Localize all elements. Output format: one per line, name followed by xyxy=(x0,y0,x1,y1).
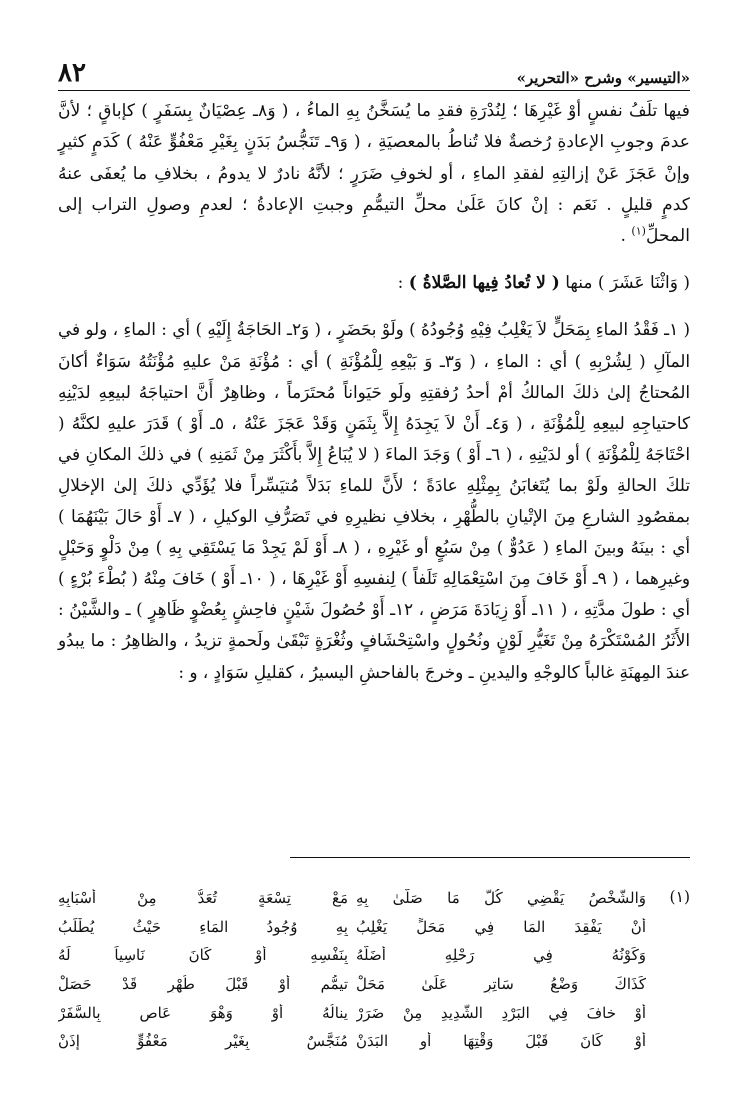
paragraph-2: ( ١ـ فَقْدُ الماءِ بِمَحَلٍّ لاَ يَغْلِبُ فِيْهِ وُجُودُهُ ) ولَوْ بحَضَرٍ ، ( وَ٢ـ الحَاجَةُ إِلَيْهِ ) أي : الماءِ ، ولو في المآلِ ( لِشُرْبِهِ ) أي : الماءِ ، ( وَ٣ـ وَ بَيْعِهِ لِلْمُؤْنَةِ ) أي : مُؤْنَةِ مَنْ عليهِ مُؤْنَتُهُ سَوَاءٌ أكانَ المُحتاجُ إلىٰ ذلكَ المالكُ أمْ أحدُ رُفقتِهِ ولَو حَيَواناً مُحتَرَماً ، وظاهِرٌ أَنَّ احتياجَهُ لبيعِهِ لدَيْنِهِ كاحتياجِهِ لبيعِهِ لِلْمُؤْنَةِ ، ( وَ٤ـ أَنْ لاَ يَجِدَهُ إِلاَّ بِثَمَنٍ وَقَدْ عَجَزَ عَنْهُ ، ٥ـ أَوْ ) قَدَرَ عليهِ لكنَّهُ ( احْتَاجَهُ لِلْمُؤْنَةِ ) أو لدَيْنِهِ ، ( ٦ـ أَوْ ) وَجَدَ الماءَ ( لا يُبَاعُ إِلاَّ بأَكْثَرَ مِنْ ثَمَنِهِ ) في ذلكَ المكانِ في تلكَ الحالةِ ولَوْ بما يُتَغابَنُ بِمِثْلِهِ عادَةً ؛ لأَنَّ للماءِ بَدَلاً مُتيَسِّراً فلا يُؤَدِّي ذلكَ إلىٰ الإخلالِ بمقصُودِ الشارعِ مِنَ الإتْيانِ بالطُّهْرِ ، بخلافِ نظيرِهِ في تَصَرُّفِ الوكيلِ ، ( ٧ـ أَوْ حَالَ بَيْنَهُمَا ) أي : بينَهُ وبينَ الماءِ ( عَدُوٌّ ) مِنْ سَبُعٍ أو غَيْرِهِ ، ( ٨ـ أَوْ لَمْ يَجِدْ مَا يَسْتَقِي بِهِ ) مِنْ دَلْوٍ وَحَبْلٍ وغيرِهما ، ( ٩ـ أَوْ خَافَ مِنَ اسْتِعْمَالِهِ تَلَفاً ) لِنفسِهِ أَوْ غَيْرِهَا ، ( ١٠ـ أَوْ ) خَافَ مِنْهُ ( بُطْءَ بُرْءٍ ) أي : طولَ مدَّتِهِ ، ( ١١ـ أَوْ زِيَادَةَ مَرَضٍ ، ١٢ـ أَوْ حُصُولَ شَيْنٍ فاحِشٍ بِعُضْوٍ ظَاهِرٍ ) ـ والشَّيْنُ : الأَثَرُ المُسْتَكْرَهُ مِنْ تَغَيُّرِ لَوْنٍ ونُحُولٍ واسْتِحْشَافٍ وثُغْرَةٍ تَبْقَىٰ ولَحمةٍ تزيدُ ، والظاهِرُ : ما يبدُو عندَ المِهنَةِ غالباً كالوجْهِ واليدينِ ـ وخرجَ بالفاحشِ اليسيرُ ، كقليلِ سَوَادٍ ، و : xyxy=(58,319,691,682)
verse-row xyxy=(58,998,646,1027)
verse-first-half: وَكَوْنُهُ فِي رَحْلِهِ أَضَلَّهُ xyxy=(356,946,646,965)
verse-second-half: مَعْ تِسْعَةٍ تُعَدُّ مِنْ أَسْبَابِهِ xyxy=(58,889,348,908)
paragraph-1-text: فيها تلَفُ نفسٍ أوْ غَيْرِهَا ؛ لِنُدْرَةِ فقدِ ما يُسَخَّنُ بِهِ الماءُ ، ( وَ٨ـ عِصْيَانٌ بِسَفَرٍ ) كإباقٍ ؛ لأنَّ عدمَ وجوبِ الإعادةِ رُخصةٌ فلا تُناطُ بالمعصيَةِ ، ( وَ٩ـ تَنَجُّسُ بَدَنٍ بِغَيْرِ مَعْفُوٍّ عَنْهُ ) كَدَمٍ كثيرٍ وإنْ عَجَزَ عَنْ إزالتِهِ لفقدِ الماءِ ، أو لخوفِ ضَرَرٍ ؛ لأنَّهُ نادرٌ لا يدومُ ، بخلافِ ما يُعفَى عنهُ كدمٍ قليلٍ . نَعَم : إنْ كانَ عَلَىٰ محلِّ التيمُّمِ وجبتِ الإعادةُ ؛ لعدمِ وصولِ التراب إلى المحلِّ xyxy=(58,101,690,247)
verse-second-half: بِهِ وُجُودُ المَاءِ حَيْثُ يُطْلَبُ xyxy=(58,917,348,936)
footnote-separator xyxy=(290,857,690,858)
verse-row xyxy=(58,884,646,913)
verse-row xyxy=(58,941,646,970)
verse-row xyxy=(58,913,646,942)
verse-second-half: تيمُّمٍ أَوْ قَبْلَ طُهْرٍ قَدْ حَصَلْ xyxy=(58,975,348,994)
paragraph-1 xyxy=(58,96,690,252)
poem xyxy=(58,884,646,1056)
page-header xyxy=(58,52,690,91)
verse-second-half: ينالُهُ أَوْ وَهْوَ عَاصٍ بِالسَّفَرْ xyxy=(58,1003,348,1022)
verse-second-half: مُنَجَّسٌ بِغَيْرِ مَعْفُوٍّ إِذَنْ xyxy=(58,1032,348,1051)
verse-second-half: بِنَفْسِهِ أَوْ كَانَ نَاسِياً لَهُ xyxy=(58,946,348,965)
footnote xyxy=(58,870,690,1090)
verse-first-half: أَوْ كَانَ قَبْلَ وَقْتِهَا أَوِ البَدَنْ xyxy=(356,1032,646,1051)
verse-first-half: كَذَاكَ وَضْعُ سَاتِرٍ عَلَىٰ مَحَلْ xyxy=(356,975,646,994)
page-number: ٨٢ xyxy=(58,58,86,88)
verse-first-half: وَالشَّخْصُ يَقْضِي كُلَّ مَا صَلَّىٰ بِهِ xyxy=(356,889,646,908)
section-heading xyxy=(58,268,690,298)
verse-row xyxy=(58,970,646,999)
paragraph-1-end: . xyxy=(620,226,632,247)
heading-count: ( وَاثْنَا عَشَرَ ) منها xyxy=(559,273,690,294)
verse-first-half: أَوْ خافَ فِي البَرْدِ الشَّدِيدِ مِنْ ضَرَرْ xyxy=(356,1003,646,1022)
running-title: «التيسير» وشرح «التحرير» xyxy=(516,69,690,87)
footnote-number: (١) xyxy=(669,888,690,906)
verse-row xyxy=(58,1027,646,1056)
main-text xyxy=(58,96,690,688)
heading-colon: : xyxy=(397,273,409,294)
footnote-reference: (١) xyxy=(631,224,646,238)
heading-bold-text: ( لا تُعادُ فِيها الصَّلاةُ ) xyxy=(408,273,560,294)
verse-first-half: أَنْ يَفْقِدَ المَا فِي مَحَلٍّ يَغْلِبُ xyxy=(356,917,646,936)
